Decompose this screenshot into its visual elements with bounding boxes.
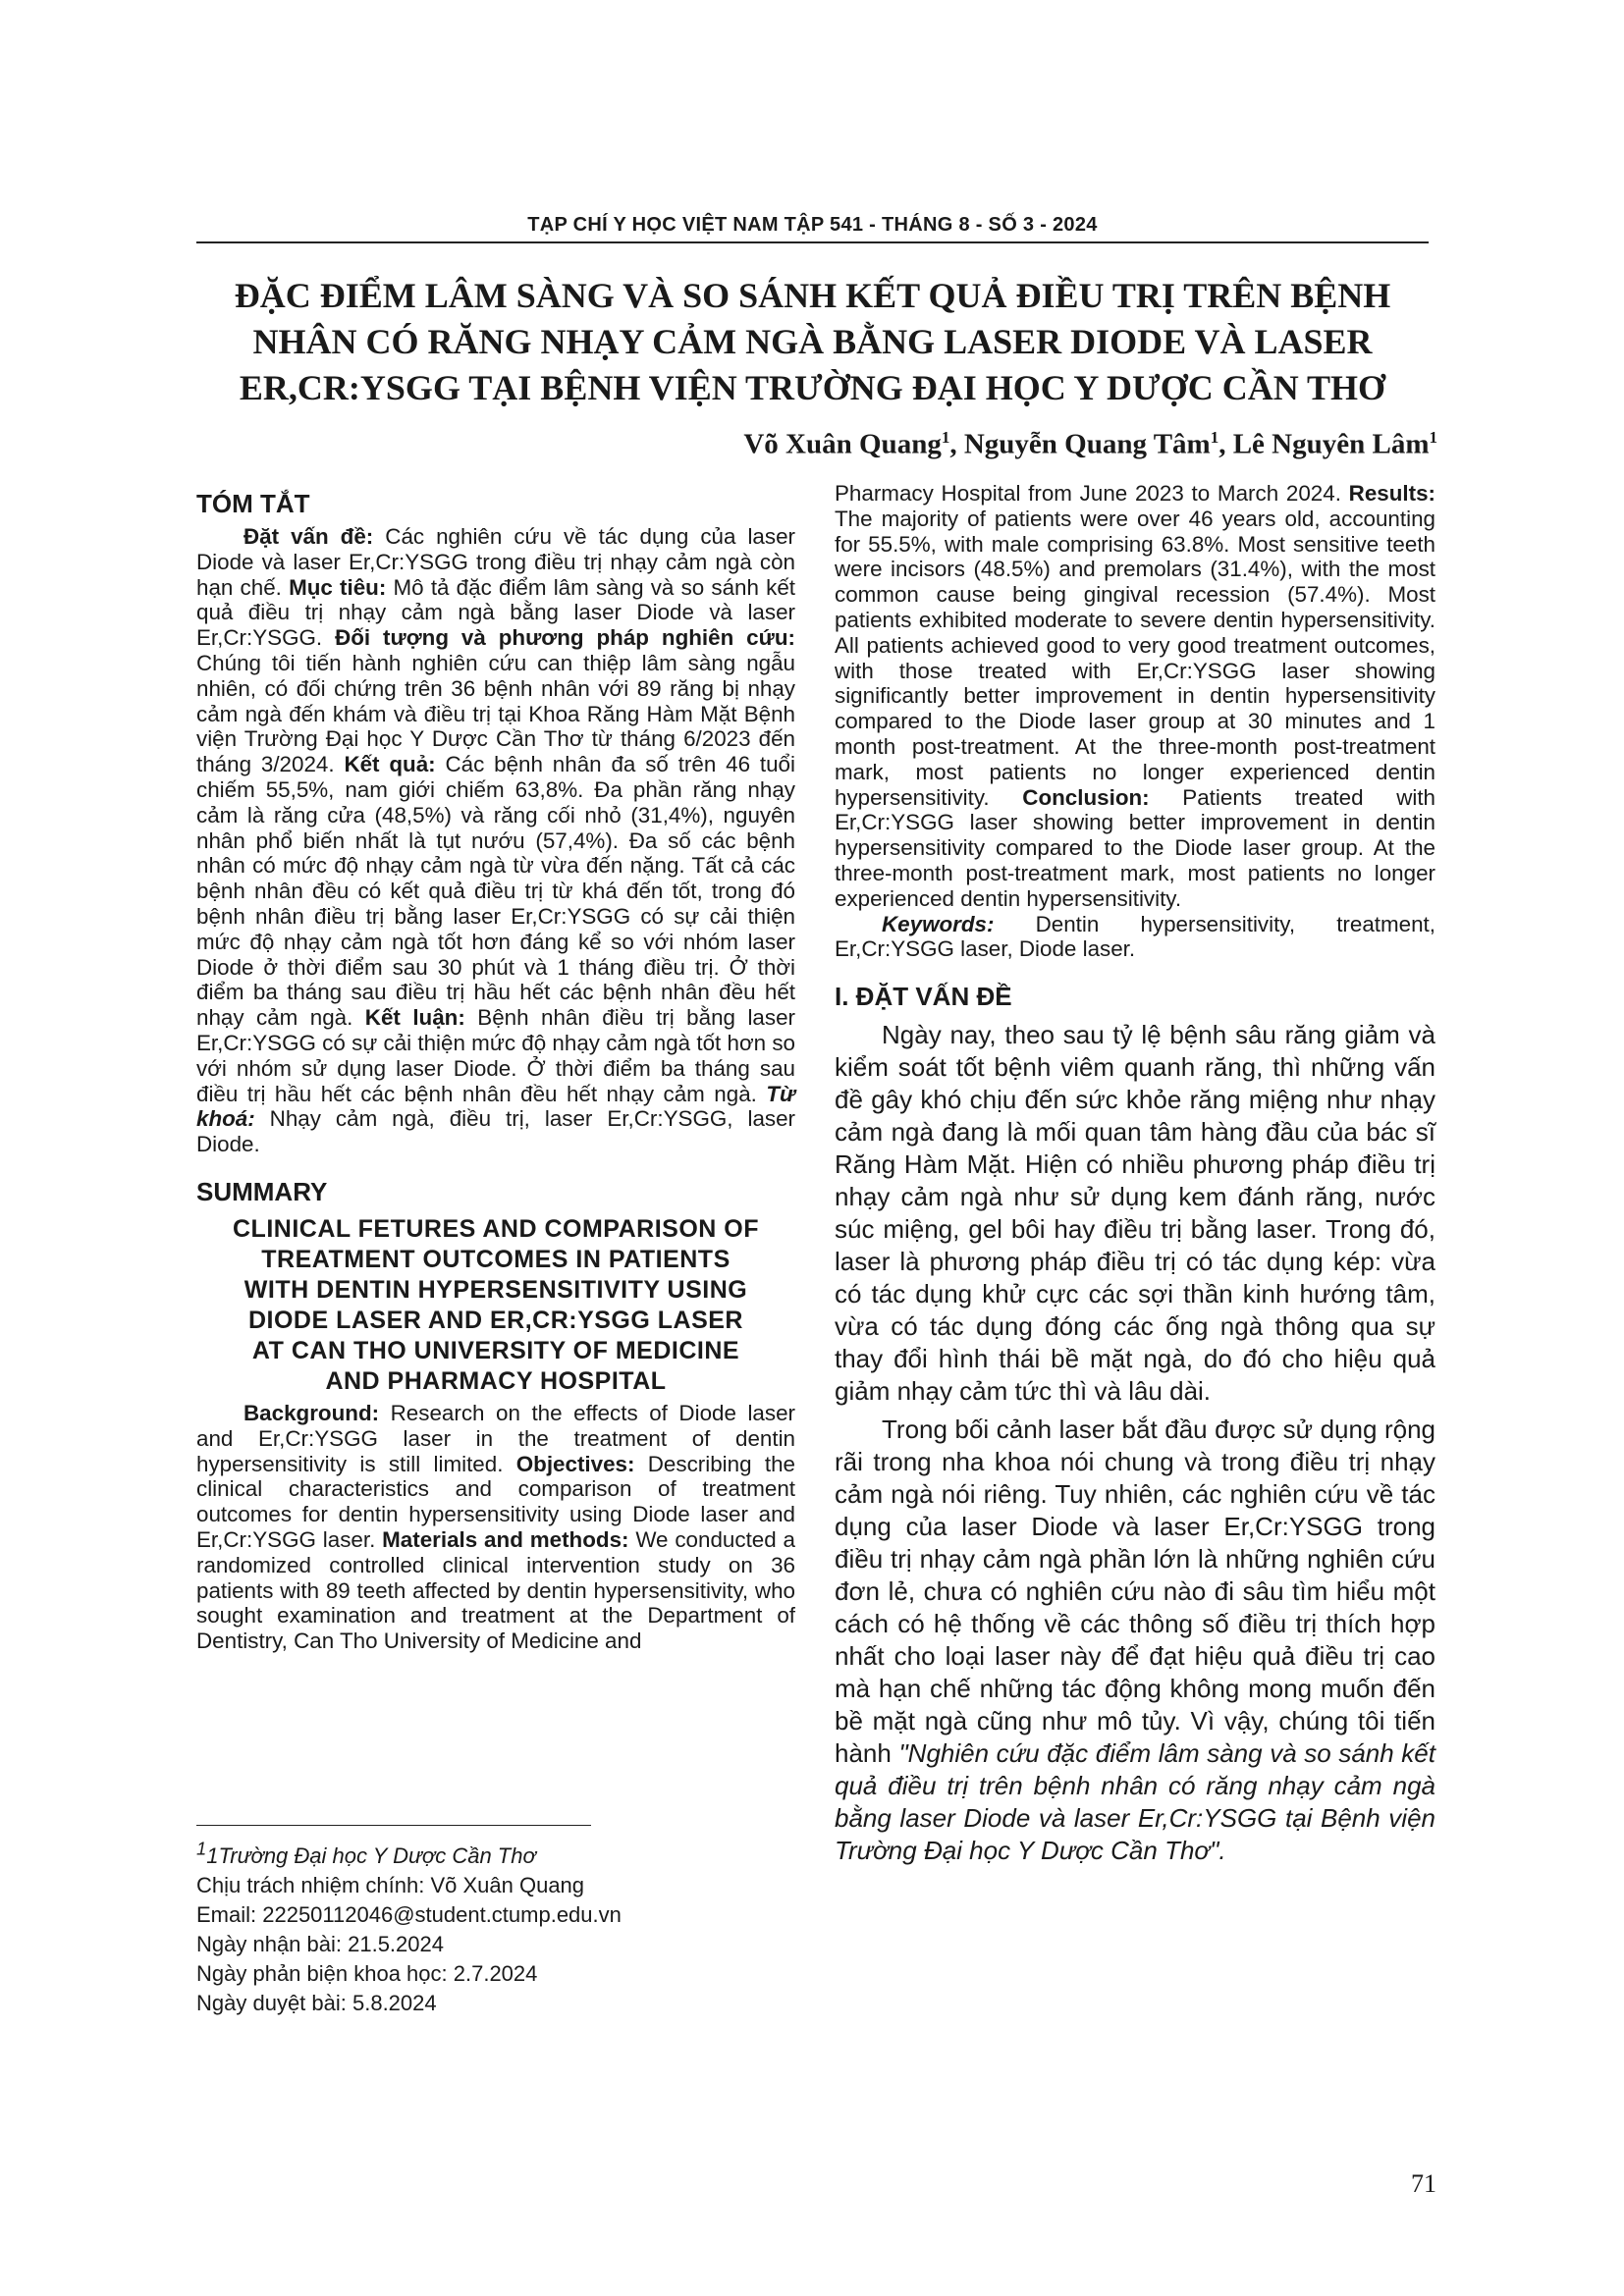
intro-study-title-quote: "Nghiên cứu đặc điểm lâm sàng và so sánh kết quả điều trị trên bệnh nhân có răng nhạy cảm ngà bằng laser Diode và laser Er,Cr:YSGG tại Bệnh viện Trường Đại học Y Dược Cần Thơ". — [835, 1738, 1435, 1866]
footnote-affiliation-text: 1Trường Đại học Y Dược Cần Thơ — [206, 1843, 536, 1869]
author-1-affiliation: 1 — [941, 428, 950, 447]
header-rule — [196, 241, 1429, 243]
footnote-affiliation-mark: 1 — [196, 1839, 207, 1859]
label-objectives-vi: Mục tiêu: — [289, 574, 387, 600]
label-keywords-en: Keywords: — [882, 911, 995, 936]
text-methods-en-cont: Pharmacy Hospital from June 2023 to March 2024. — [835, 481, 1349, 506]
text-background-en: Research on the effects of Diode laser and Er,Cr:YSGG laser in the treatment of dentin hypersensitivity is still limited. — [196, 1400, 795, 1476]
label-objectives-en: Objectives: — [515, 1451, 635, 1476]
english-title-line: DIODE LASER AND ER,CR:YSGG LASER — [247, 1306, 743, 1334]
intro-section — [835, 1019, 1435, 1867]
journal-header: TẠP CHÍ Y HỌC VIỆT NAM TẬP 541 - THÁNG 8 - SỐ 3 - 2024 — [527, 214, 1098, 236]
text-results-en: The majority of patients were over 46 years old, accounting for 55.5%, with male comprising 63.8%. Most sensitive teeth were incisors (48.5%) and premolars (31.4%), with the most common cause being gingival recession (57.4%). Most patients exhibited moderate to severe dentin hypersensitivity. All patients achieved good to very good treatment outcomes, with those treated with Er,Cr:YSGG laser showing significantly better improvement in dentin hypersensitivity compared to the Diode laser group at 30 minutes and 1 month post-treatment. At the three-month post-treatment mark, most patients no longer experienced dentin hypersensitivity. — [835, 506, 1435, 810]
label-conclusion-vi: Kết luận: — [364, 1005, 465, 1031]
footnote-email: Email: 22250112046@student.ctump.edu.vn — [196, 1902, 622, 1928]
english-title-line: AT CAN THO UNIVERSITY OF MEDICINE — [251, 1336, 740, 1364]
label-conclusion-en: Conclusion: — [1022, 784, 1150, 810]
summary-body-left — [196, 1401, 795, 1654]
summary-body-right — [835, 481, 1435, 912]
english-title-line: TREATMENT OUTCOMES IN PATIENTS — [261, 1245, 731, 1273]
footnote-affiliation — [196, 1835, 805, 1871]
left-column — [196, 487, 795, 1654]
footnote-corresponding: Chịu trách nhiệm chính: Võ Xuân Quang — [196, 1873, 585, 1898]
intro-paragraph-2-text: Trong bối cảnh laser bắt đầu được sử dụng rộng rãi trong nha khoa nói chung và trong điều trị nhạy cảm ngà nói riêng. Tuy nhiên, các nghiên cứu về tác dụng của laser Diode và laser Er,Cr:YSGG trong điều trị nhạy cảm ngà phần lớn là những nghiên cứu đơn lẻ, chưa có nghiên cứu nào đi sâu tìm hiểu một cách có hệ thống về các thông số điều trị thích hợp nhất cho loại laser này để đạt hiệu quả điều trị cao mà hạn chế những tác động không mong muốn đến bề mặt ngà cũng như mô tủy. Vì vậy, chúng tôi tiến hành — [835, 1415, 1435, 1769]
english-title-line: CLINICAL FETURES AND COMPARISON OF — [233, 1214, 759, 1243]
text-keywords-en: Dentin hypersensitivity, treatment, Er,Cr:YSGG laser, Diode laser. — [835, 911, 1435, 962]
keywords-en — [835, 912, 1435, 963]
text-objectives-en: Describing the clinical characteristics and comparison of treatment outcomes for dentin hypersensitivity using Diode laser and Er,Cr:YSGG laser. — [196, 1451, 795, 1552]
text-results-vi: Các bệnh nhân đa số trên 46 tuổi chiếm 55,5%, nam giới chiếm 63,8%. Đa phần răng nhạy cảm là răng cửa (48,5%) và răng cối nhỏ (31,4%), nguyên nhân phổ biến nhất là tụt nướu (57,4%). Đa số các bệnh nhân có mức độ nhạy cảm ngà từ vừa đến nặng. Tất cả các bệnh nhân đều có kết quả điều trị từ khá đến tốt, trong đó bệnh nhân điều trị bằng laser Er,Cr:YSGG có sự cải thiện mức độ nhạy cảm ngà tốt hơn đáng kể so với nhóm laser Diode ở thời điểm sau 30 phút và 1 tháng điều trị. Ở thời điểm ba tháng sau điều trị hầu hết các bệnh nhân đều hết nhạy cảm ngà. — [196, 752, 795, 1031]
author-3: Lê Nguyên Lâm — [1232, 428, 1430, 460]
intro-paragraph-2 — [835, 1414, 1435, 1867]
text-objectives-vi: Mô tả đặc điểm lâm sàng và so sánh kết quả điều trị nhạy cảm ngà bằng laser Diode và laser Er,Cr:YSGG. — [196, 574, 796, 651]
intro-heading: I. ĐẶT VẤN ĐỀ — [835, 982, 1012, 1012]
footnote-received: Ngày nhận bài: 21.5.2024 — [196, 1932, 444, 1957]
article-title — [226, 273, 1399, 411]
author-3-affiliation: 1 — [1429, 428, 1437, 447]
footnote-accepted: Ngày duyệt bài: 5.8.2024 — [196, 1991, 437, 2016]
author-separator: , — [949, 428, 964, 460]
text-keywords-vi: Nhạy cảm ngà, điều trị, laser Er,Cr:YSGG, laser Diode. — [196, 1106, 795, 1157]
footnotes — [196, 1835, 805, 2018]
text-methods-en: We conducted a randomized controlled clinical intervention study on 36 patients with 89 teeth affected by dentin hypersensitivity, who sought examination and treatment at the Department of Dentistry, Can Tho University of Medicine and — [196, 1526, 795, 1654]
label-keywords-vi: Từ khoá: — [196, 1081, 795, 1132]
label-methods-vi: Đối tượng và phương pháp nghiên cứu: — [335, 625, 795, 651]
summary-heading: SUMMARY — [196, 1176, 328, 1206]
abstract-vi-body — [196, 524, 795, 1157]
abstract-vi-heading: TÓM TẮT — [196, 489, 310, 518]
english-title — [196, 1214, 795, 1397]
author-separator: , — [1218, 428, 1233, 460]
label-background-en: Background: — [244, 1400, 380, 1425]
footnote-reviewed: Ngày phản biện khoa học: 2.7.2024 — [196, 1961, 538, 1987]
label-results-vi: Kết quả: — [344, 752, 436, 777]
intro-paragraph-1: Ngày nay, theo sau tỷ lệ bệnh sâu răng giảm và kiểm soát tốt bệnh viêm quanh răng, thì những vấn đề gây khó chịu đến sức khỏe răng miệng như nhạy cảm ngà đang là mối quan tâm hàng đầu của bác sĩ Răng Hàm Mặt. Hiện có nhiều phương pháp điều trị nhạy cảm ngà như sử dụng kem đánh răng, nước súc miệng, gel bôi hay điều trị bằng laser. Trong đó, laser là phương pháp điều trị có tác dụng kép: vừa có tác dụng khử cực các sợi thần kinh hướng tâm, vừa có tác dụng đóng các ống ngà thông qua sự thay đổi hình thái bề mặt ngà, do đó cho hiệu quả giảm nhạy cảm tức thì và lâu dài. — [835, 1020, 1435, 1407]
title-line-2: NHÂN CÓ RĂNG NHẠY CẢM NGÀ BẰNG LASER DIODE VÀ LASER — [252, 322, 1373, 361]
text-background-vi: Các nghiên cứu về tác dụng của laser Diode và laser Er,Cr:YSGG trong điều trị nhạy cảm ngà còn hạn chế. — [196, 524, 795, 600]
author-list — [743, 428, 1437, 461]
english-title-line: AND PHARMACY HOSPITAL — [325, 1366, 667, 1395]
english-title-line: WITH DENTIN HYPERSENSITIVITY USING — [244, 1275, 748, 1304]
author-2-affiliation: 1 — [1210, 428, 1219, 447]
label-methods-en: Materials and methods: — [382, 1526, 629, 1552]
page-number: 71 — [1411, 2169, 1436, 2198]
title-line-1: ĐẶC ĐIỂM LÂM SÀNG VÀ SO SÁNH KẾT QUẢ ĐIỀU TRỊ TRÊN BỆNH — [234, 276, 1391, 315]
footnote-rule — [196, 1825, 591, 1826]
text-methods-vi: Chúng tôi tiến hành nghiên cứu can thiệp lâm sàng ngẫu nhiên, có đối chứng trên 36 bệnh nhân với 89 răng bị nhạy cảm ngà đến khám và điều trị tại Khoa Răng Hàm Mặt Bệnh viện Trường Đại học Y Dược Cần Thơ từ tháng 6/2023 đến tháng 3/2024. — [196, 650, 795, 777]
text-conclusion-vi: Bệnh nhân điều trị bằng laser Er,Cr:YSGG có sự cải thiện mức độ nhạy cảm ngà tốt hơn so với nhóm sử dụng laser Diode. Ở thời điểm ba tháng sau điều trị hầu hết các bệnh nhân đều hết nhạy cảm ngà. — [196, 1005, 795, 1106]
author-2: Nguyễn Quang Tâm — [963, 428, 1211, 460]
right-column — [835, 481, 1435, 1867]
title-line-3: ER,CR:YSGG TẠI BỆNH VIỆN TRƯỜNG ĐẠI HỌC Y DƯỢC CẦN THƠ — [239, 368, 1386, 407]
author-1: Võ Xuân Quang — [743, 428, 942, 460]
label-results-en: Results: — [1348, 481, 1435, 506]
label-background-vi: Đặt vấn đề: — [244, 524, 374, 549]
text-conclusion-en: Patients treated with Er,Cr:YSGG laser showing better improvement in dentin hypersensitivity compared to the Diode laser group. At the three-month post-treatment mark, most patients no longer experienced dentin hypersensitivity. — [835, 784, 1436, 911]
